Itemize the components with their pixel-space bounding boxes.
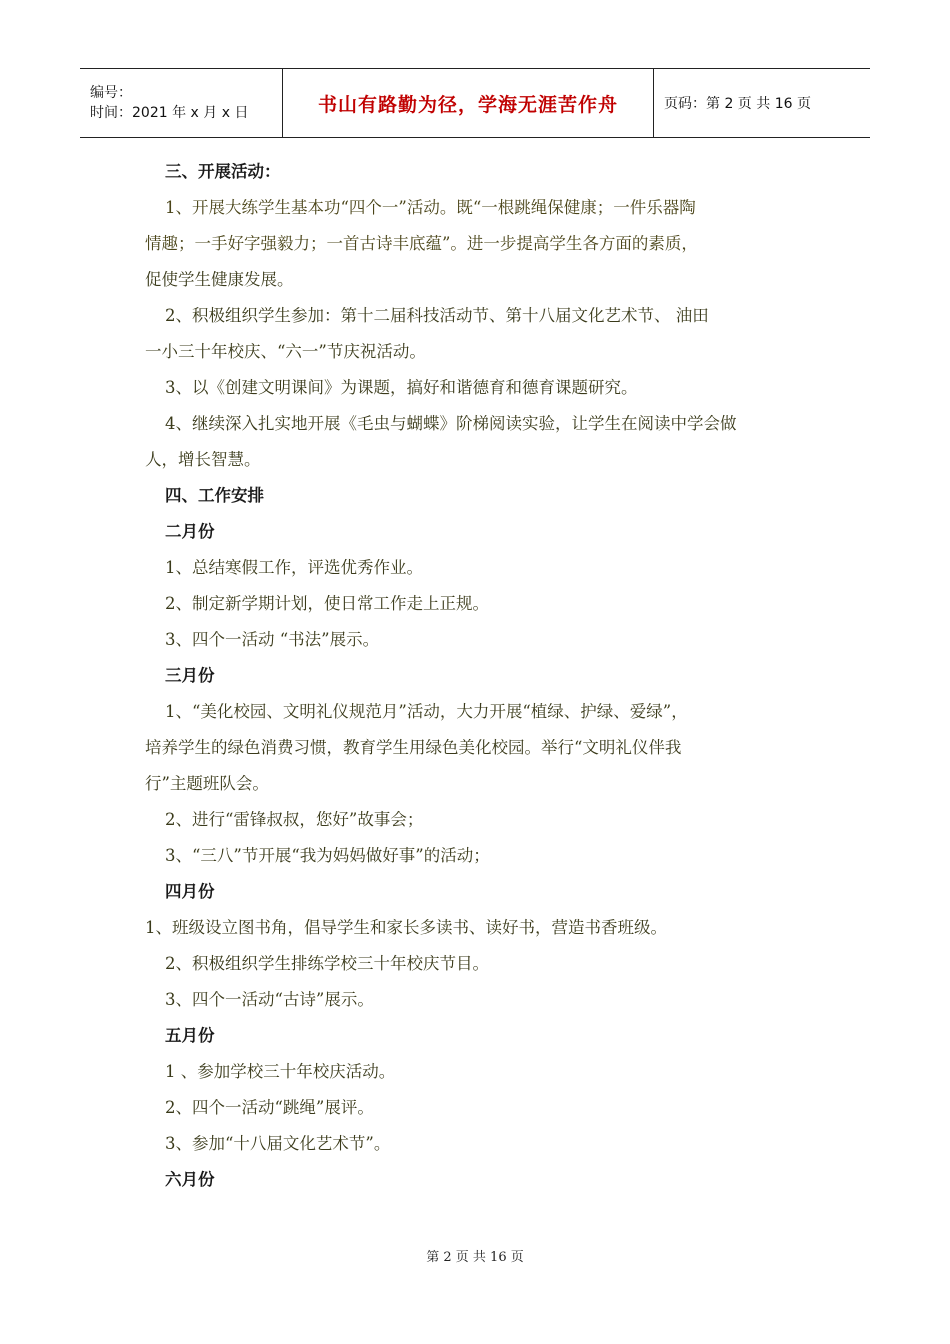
page-footer: 第 2 页 共 16 页 — [426, 1250, 524, 1265]
page-info-text: 页码：第 2 页 共 16 页 — [664, 96, 811, 112]
paragraph-line: 3、以《创建文明课间》为课题，搞好和谐德育和德育课题研究。 — [165, 378, 638, 397]
paragraph-line: 一小三十年校庆、“六一”节庆祝活动。 — [145, 342, 426, 361]
document-body — [145, 154, 815, 1198]
month-heading-mar: 三月份 — [165, 666, 215, 685]
serial-number-label: 编号： — [90, 85, 132, 101]
section-heading: 四、工作安排 — [165, 486, 264, 505]
month-heading-jun: 六月份 — [165, 1170, 215, 1189]
list-item: 1 、参加学校三十年校庆活动。 — [165, 1062, 396, 1081]
list-item: 1、总结寒假工作，评选优秀作业。 — [165, 558, 423, 577]
list-item: 2、积极组织学生排练学校三十年校庆节目。 — [165, 954, 489, 973]
paragraph-line: 4、继续深入扎实地开展《毛虫与蝴蝶》阶梯阅读实验，让学生在阅读中学会做 — [165, 414, 737, 433]
document-header — [80, 68, 870, 138]
header-motto-cell — [282, 69, 654, 137]
list-item: 2、四个一活动“跳绳”展评。 — [165, 1098, 374, 1117]
month-heading-feb: 二月份 — [165, 522, 215, 541]
paragraph-line: 人，增长智慧。 — [145, 450, 261, 469]
section-heading: 三、开展活动： — [165, 162, 281, 181]
list-item: 3、“三八”节开展“我为妈妈做好事”的活动； — [165, 846, 490, 865]
list-item: 1、“美化校园、文明礼仪规范月”活动，大力开展“植绿、护绿、爱绿”， — [165, 702, 688, 721]
date-label: 时间：2021 年 x 月 x 日 — [90, 105, 249, 121]
month-heading-apr: 四月份 — [165, 882, 215, 901]
paragraph-line: 促使学生健康发展。 — [145, 270, 294, 289]
paragraph-line: 培养学生的绿色消费习惯，教育学生用绿色美化校园。举行“文明礼仪伴我 — [145, 738, 682, 757]
header-meta — [80, 69, 282, 137]
list-item: 2、制定新学期计划，使日常工作走上正规。 — [165, 594, 489, 613]
paragraph-line: 1、开展大练学生基本功“四个一”活动。既“一根跳绳保健康；一件乐器陶 — [165, 198, 696, 217]
header-page-info — [654, 69, 870, 137]
paragraph-line: 情趣；一手好字强毅力；一首古诗丰底蕴”。进一步提高学生各方面的素质， — [145, 234, 698, 253]
list-item: 3、参加“十八届文化艺术节”。 — [165, 1134, 391, 1153]
list-item: 3、四个一活动 “书法”展示。 — [165, 630, 380, 649]
paragraph-line: 2、积极组织学生参加：第十二届科技活动节、第十八届文化艺术节、 油田 — [165, 306, 709, 325]
motto-text: 书山有路勤为径，学海无涯苦作舟 — [317, 93, 618, 116]
list-item: 3、四个一活动“古诗”展示。 — [165, 990, 374, 1009]
list-item: 1、班级设立图书角，倡导学生和家长多读书、读好书，营造书香班级。 — [145, 918, 667, 937]
paragraph-line: 行”主题班队会。 — [145, 774, 269, 793]
month-heading-may: 五月份 — [165, 1026, 215, 1045]
list-item: 2、进行“雷锋叔叔，您好”故事会； — [165, 810, 424, 829]
